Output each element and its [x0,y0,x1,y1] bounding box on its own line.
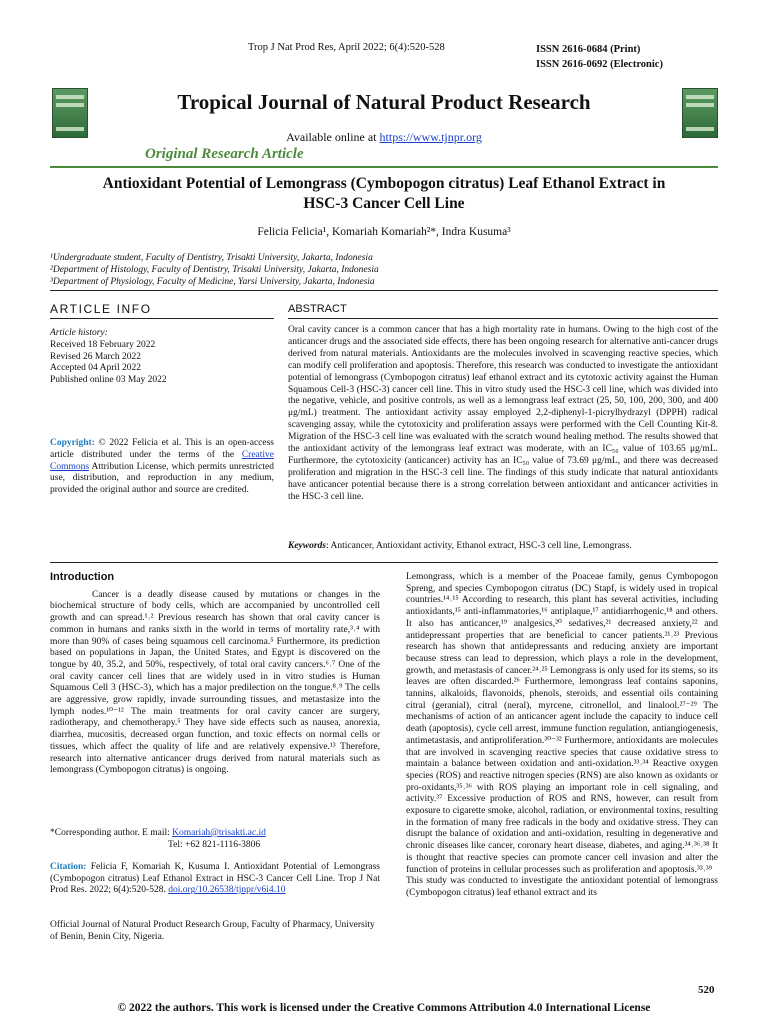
header-divider [50,166,718,168]
introduction-paragraph: Cancer is a deadly disease caused by mutations or changes in the biochemical structure of body cells, which are accompanied by uncontrolled cell growth and can spread.¹˒² Previous research has shown that oral cavity cancer is common in humans and ranks sixth in the world in terms of mortality rate,³˒⁴ with more than 90% of cases being squamous cell carcinoma.⁵ Furthermore, its prediction based on populations in Japan, the United States, and Egypt is discovered on the tongue by 40, 35.2, and 50%, respectively, of total oral cavity cancers.⁶˒⁷ One of the oral cavity cancer cell lines that are widely used in in vitro studies is Human Squamous Cell 3 (HSC-3), which has a major predilection on the tongue.⁸˒⁹ The cells are aggressive, grow rapidly, invade surrounding tissues, and metastasize into the lymph nodes.¹⁰⁻¹² The main treatments for oral cavity cancer are surgery, radiotherapy, and chemotherapy.⁵ They have side effects such as nausea, anorexia, diarrhea, mucositis, decreased organ function, and toxic effects on normal cells or tissues, which affect the quality of life and are relatively expensive.¹³ Therefore, research into alternative anticancer drugs derived from natural materials such as lemongrass (Cymbopogon citratus) is ongoing. [50,589,380,776]
body-paragraph-2: This study was conducted to investigate the antioxidant potential of lemongrass (Cymbopogon citratus) leaf ethanol extract and its [406,876,718,898]
article-history [50,328,274,387]
page-number: 520 [698,984,715,996]
article-type: Original Research Article [145,146,304,162]
published-date: Published online 03 May 2022 [50,375,167,386]
article-info-heading: ARTICLE INFO [50,302,152,316]
corresponding-label: *Corresponding author. E mail: [50,828,173,838]
affiliation-1: ¹Undergraduate student, Faculty of Dentistry, Trisakti University, Jakarta, Indonesia [50,253,373,263]
article-info-divider [50,318,274,319]
doi-link[interactable]: doi.org/10.26538/tjnpr/v6i4.10 [168,885,286,896]
abstract-text: Oral cavity cancer is a common cancer that has a high mortality rate in humans. Owing to the high cost of the anticancer drugs and the associated side effects, there has been ongoing research for alternative anti-cancer drugs derived from natural materials. Antioxidants are the molecules involved in scavenging reactive species, which can modify cell proliferation and apoptosis. Therefore, this research was conducted to investigate the antioxidant potential of lemongrass (Cymbopogon citratus) leaf ethanol extract and its cytotoxic activity against the Human Squamous Cell-3 (HSC-3) cancer cell line. This in vitro study used the HSC-3 cell line, which was divided into the negative, vehicle, and positive controls, as well as a lemongrass leaf extract (25, 50, 100, 200, 300, and 400 μg/mL) treatment. The antioxidant activity assay employed 2,2-diphenyl-1-picrylhydrazyl (DPPH) radical scavenging assay, while the cytotoxicity and proliferation assays were performed with the Cell Counting Kit-8. Migration of the HSC-3 cell line was evaluated with the scratch wound healing method. The results showed that the antioxidant activity of the lemongrass leaf extract was moderate, with an IC₅₀ value of 103.65 μg/mL. Furthermore, the cytotoxicity (anticancer) activity has an IC₅₀ value of 73.69 μg/mL, and there was decreased proliferation and migration in the HSC-3 cell line. The findings of this study indicate that natural antioxidants have anticancer potential because there is a strong correlation between antioxidant and anticancer activities in the HSC-3 cell line. [288,325,718,502]
journal-url-link[interactable]: https://www.tjnpr.org [379,130,482,144]
received-date: Received 18 February 2022 [50,339,156,350]
copyright-label: Copyright: [50,438,95,448]
running-citation: Trop J Nat Prod Res, April 2022; 6(4):520-528 [248,42,445,53]
corresponding-author [50,828,380,851]
issn-electronic: ISSN 2616-0692 (Electronic) [536,59,663,70]
available-prefix: Available online at [286,130,380,144]
license-footer: © 2022 the authors. This work is licensed under the Creative Commons Attribution 4.0 International License [117,1002,651,1014]
abstract-bottom-divider [50,562,718,563]
keywords-label: Keywords [288,541,326,551]
paper-title-line-1: Antioxidant Potential of Lemongrass (Cymbopogon citratus) Leaf Ethanol Extract in [102,175,666,192]
abstract-divider [288,318,718,319]
revised-date: Revised 26 March 2022 [50,351,142,362]
creative-commons-link[interactable]: Creative Commons [50,449,274,472]
citation-label: Citation: [50,862,87,872]
affiliation-2: ²Department of Histology, Faculty of Dentistry, Trisakti University, Jakarta, Indonesia [50,265,379,276]
accepted-date: Accepted 04 April 2022 [50,363,142,374]
corresponding-email-link[interactable]: Komariah@trisakti.ac.id [172,828,266,838]
affiliation-3: ³Department of Physiology, Faculty of Medicine, Yarsi University, Jakarta, Indonesia [50,277,375,288]
keywords-list: : Anticancer, Antioxidant activity, Ethanol extract, HSC-3 cell line, Lemongrass. [326,541,632,551]
keywords [288,541,718,551]
body-paragraph-1: Lemongrass, which is a member of the Poaceae family, genus Cymbopogon Spreng, and species Cymbopogon citratus (DC) Stapf, is widely used in tropical countries.¹⁴˒¹⁵ According to research, this plant has several activities, including antioxidants,¹⁵ anti-inflammatories,¹⁶ antiplaque,¹⁷ antidiarrhogenic,¹⁸ and others. It also has anticancer,¹⁹ analgesics,²⁰ sedatives,²¹ decreased anxiety,²² and antidepressant properties that are beneficial to cancer patients.²¹˒²³ Previous research has shown that antidepressants and reducing anxiety are important because stress can lead to depression, which plays a role in the development, growth, and metastasis of cancer.²⁴˒²⁵ Lemongrass is only used for its stems, so its leaves are often discarded.²⁶ Furthermore, lemongrass leaf contains saponins, tannins, alkaloids, flavonoids, phenols, steroids, and essential oils containing citral (geranial), citral (neral), myrcene, citronellol, and linalool.²⁷⁻²⁹ The mechanisms of action of an anticancer agent include the capacity to induce cell death (apoptosis), cycle cell arrest, immune function regulation, antiangiogenesis, antimetastasis, and antiproliferation.³⁰⁻³² Furthermore, antioxidants are molecules that are involved in scavenging reactive species that cause oxidative stress to maintain a balance between oxidation and anti-oxidation.³³˒³⁴ Reactive oxygen species (ROS) and reactive nitrogen species (RNS) are also known as oxidants or pro-oxidants,³⁵˒³⁶ with ROS playing an important role in cell signaling, and activity.³⁷ Excessive production of ROS and RNS, however, can result from exposure to cigarette smoke, alcohol, radiation, or environmental toxins, resulting in the formation of many free radicals in the body and oxidative stress. They can disrupt the balance of oxidation and anti-oxidation, resulting in degenerative and chronic diseases like cancer, coronary heart disease, diabetes, and aging.³⁴˒³⁶˒³⁸ It is thought that reactive species can promote cancer cell invasion and alter the function of proteins in cellular processes such as proliferation and apoptosis.³³˒³⁹ [406,572,718,875]
copyright-text-end: Attribution License, which permits unrestricted use, distribution, and reproduction in any medium, provided the original author and source are credited. [50,461,274,496]
corresponding-phone: Tel: +62 821-1116-3806 [168,839,261,850]
abstract-heading: ABSTRACT [288,303,347,315]
affiliation-divider [50,290,718,291]
introduction-section [50,572,380,777]
copyright-notice [50,438,274,497]
affiliations [50,252,379,289]
history-label: Article history: [50,328,108,338]
issn-print: ISSN 2616-0684 (Print) [536,44,641,55]
author-list: Felicia Felicia¹, Komariah Komariah²*, Indra Kusuma³ [257,226,511,238]
citation-text: Felicia F, Komariah K, Kusuma I. Antioxidant Potential of Lemongrass (Cymbopogon citratus) Leaf Ethanol Extract in HSC-3 Cancer Cell Line. Trop J Nat Prod Res. 2022; 6(4):520-528. [50,862,380,896]
paper-title-line-2: HSC-3 Cancer Cell Line [303,195,465,212]
paper-title [40,174,728,214]
journal-title: Tropical Journal of Natural Product Research [177,90,591,114]
copyright-text: © 2022 Felicia et al. This is an open-access article distributed under the terms of the [50,438,274,460]
citation-block [50,862,380,897]
official-journal-note: Official Journal of Natural Product Research Group, Faculty of Pharmacy, University of Benin, Benin City, Nigeria. [50,920,375,942]
introduction-heading: Introduction [50,571,115,583]
available-online [0,130,768,145]
right-column-body [406,572,718,900]
issn-block [536,42,663,72]
